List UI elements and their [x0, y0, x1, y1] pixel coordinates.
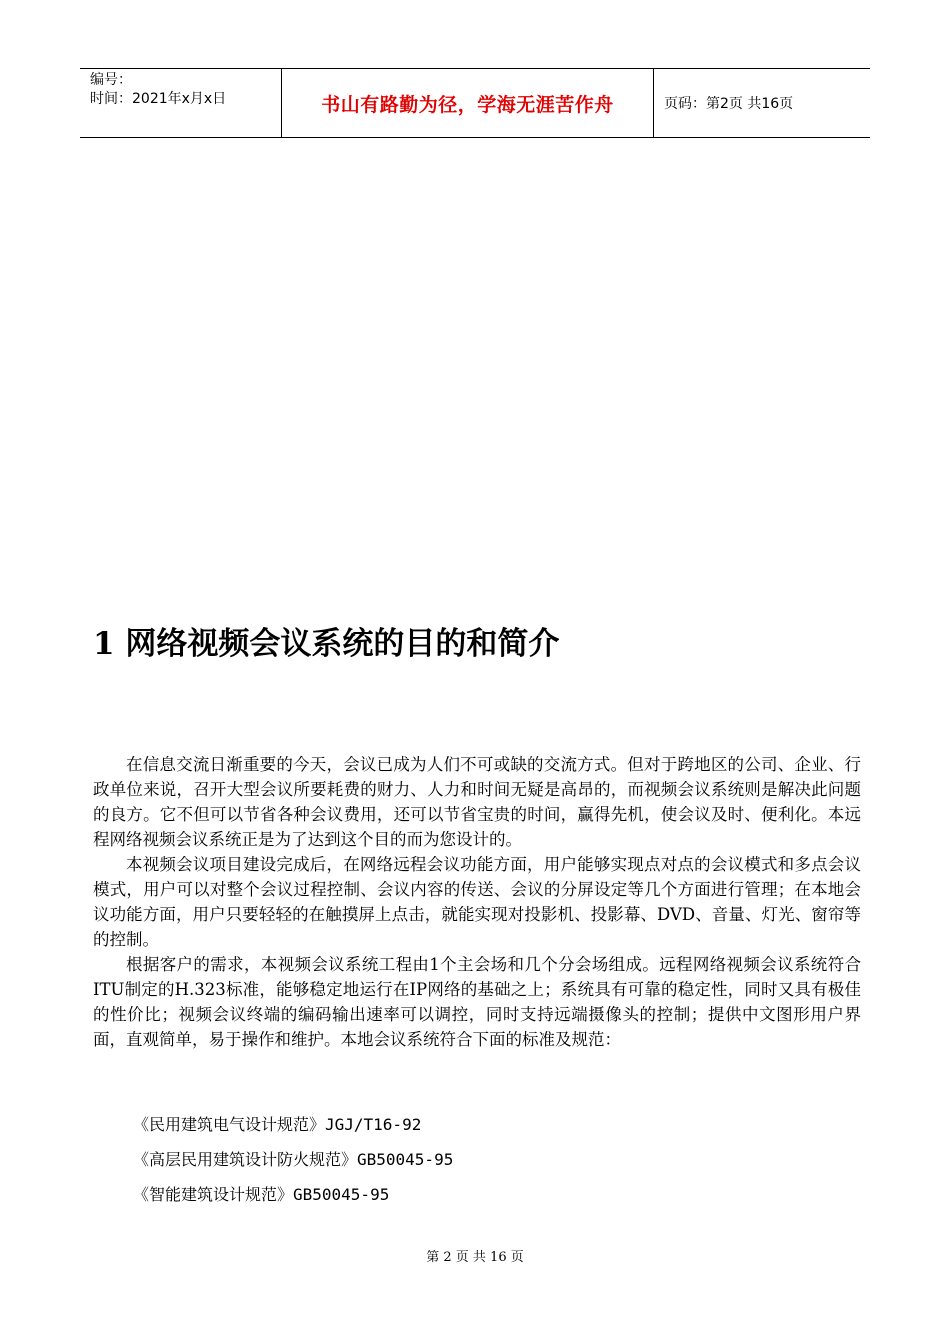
header-table — [80, 68, 870, 138]
standard-item: 《智能建筑设计规范》GB50045-95 — [133, 1185, 390, 1204]
document-date-label: 时间：2021年x月x日 — [90, 91, 227, 107]
paragraph: 根据客户的需求，本视频会议系统工程由1个主会场和几个分会场组成。远程网络视频会议系统符合ITU制定的H.323标准，能够稳定地运行在IP网络的基础之上；系统具有可靠的稳定性，同时又具有极佳的性价比；视频会议终端的编码输出速率可以调控，同时支持远端摄像头的控制；提供中文图形用户界面，直观简单，易于操作和维护。本地会议系统符合下面的标准及规范： — [93, 955, 861, 1049]
section-heading: 1 网络视频会议系统的目的和简介 — [93, 626, 560, 662]
header-page-info: 页码：第2页 共16页 — [664, 96, 794, 112]
document-code-label: 编号： — [90, 72, 132, 88]
paragraph: 在信息交流日渐重要的今天，会议已成为人们不可或缺的交流方式。但对于跨地区的公司、企业、行政单位来说，召开大型会议所要耗费的财力、人力和时间无疑是高昂的，而视频会议系统则是解决此问题的良方。它不但可以节省各种会议费用，还可以节省宝贵的时间，赢得先机，使会议及时、便利化。本远程网络视频会议系统正是为了达到这个目的而为您设计的。 — [93, 755, 861, 849]
standards-list — [133, 1111, 453, 1216]
standard-item: 《民用建筑电气设计规范》JGJ/T16-92 — [133, 1115, 422, 1134]
paragraph: 本视频会议项目建设完成后，在网络远程会议功能方面，用户能够实现点对点的会议模式和多点会议模式，用户可以对整个会议过程控制、会议内容的传送、会议的分屏设定等几个方面进行管理；在本地会议功能方面，用户只要轻轻的在触摸屏上点击，就能实现对投影机、投影幕、DVD、音量、灯光、窗帘等的控制。 — [93, 855, 861, 949]
header-meta-cell — [80, 69, 282, 137]
header-motto: 书山有路勤为径，学海无涯苦作舟 — [321, 93, 614, 116]
page-footer: 第 2 页 共 16 页 — [426, 1250, 524, 1265]
header-motto-cell — [282, 69, 654, 137]
standard-item: 《高层民用建筑设计防火规范》GB50045-95 — [133, 1150, 454, 1169]
section-body — [93, 752, 861, 1052]
header-page-cell — [654, 69, 870, 137]
